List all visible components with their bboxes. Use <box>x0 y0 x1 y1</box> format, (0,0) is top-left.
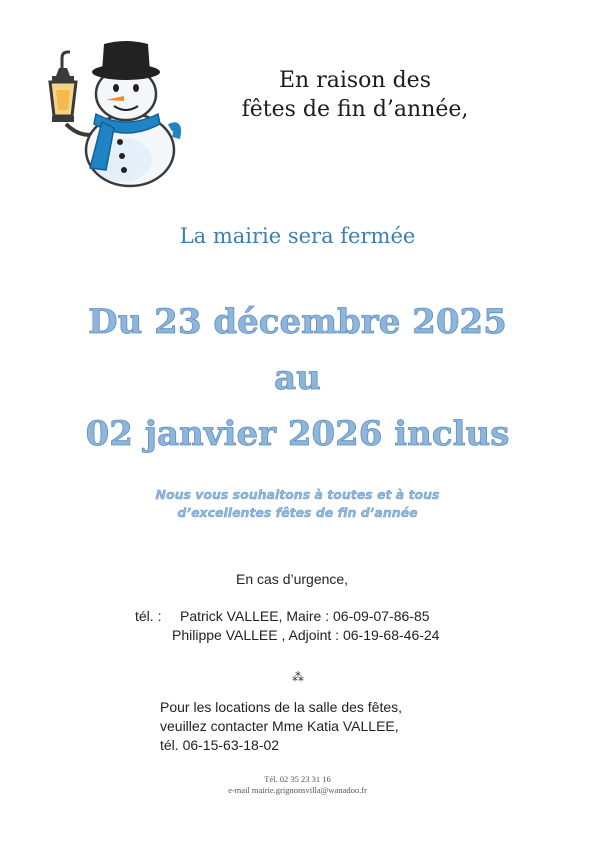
closure-dates <box>0 294 595 462</box>
location-line-1: Pour les locations de la salle des fêtes, <box>160 699 403 715</box>
contact-mayor: Patrick VALLEE, Maire : 06-09-07-86-85 <box>180 608 430 624</box>
closure-notice: La mairie sera fermée <box>179 224 416 248</box>
footer-contact <box>0 774 595 796</box>
location-line-2: veuillez contacter Mme Katia VALLEE, <box>160 718 399 734</box>
season-wishes <box>60 486 535 522</box>
intro-line-1: En raison des <box>279 68 431 93</box>
separator-asterism: ⁂ <box>292 670 304 684</box>
date-from: Du 23 décembre 2025 <box>88 302 507 342</box>
tel-label: tél. : <box>135 608 162 624</box>
intro-text <box>190 66 520 124</box>
footer-email: e-mail mairie.grignonsvilla@wanadoo.fr <box>228 785 367 795</box>
intro-line-2: fêtes de fin d’année, <box>241 97 469 122</box>
contact-deputy: Philippe VALLEE , Adjoint : 06-19-68-46-24 <box>172 627 440 643</box>
snowman-with-lantern-icon <box>40 38 190 190</box>
date-to: 02 janvier 2026 inclus <box>85 414 510 454</box>
date-connector: au <box>274 358 321 398</box>
emergency-intro: En cas d’urgence, <box>236 571 349 587</box>
footer-phone: Tél. 02 35 23 31 16 <box>264 774 331 784</box>
wishes-line-2: d’excellentes fêtes de fin d’année <box>177 505 418 520</box>
location-line-3: tél. 06-15-63-18-02 <box>160 737 280 753</box>
hall-rental-info <box>160 698 402 755</box>
wishes-line-1: Nous vous souhaitons à toutes et à tous <box>155 487 440 502</box>
